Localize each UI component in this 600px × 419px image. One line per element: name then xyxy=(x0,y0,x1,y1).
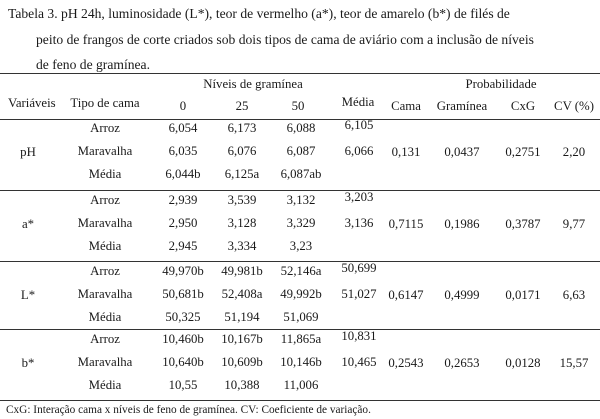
cell-v50: 11,865a xyxy=(280,332,322,346)
header-level-50: 50 xyxy=(291,99,305,113)
cell-v0: 10,460b xyxy=(162,332,204,346)
header-niveis-title: Níveis de gramínea xyxy=(203,77,303,91)
prob-graminea: 0,4999 xyxy=(444,288,480,302)
header-tipo-cama: Tipo de cama xyxy=(70,96,140,110)
cell-media: 10,831 xyxy=(341,329,377,343)
header-probabilidade-title: Probabilidade xyxy=(465,77,537,91)
header-cxg: CxG xyxy=(510,99,536,113)
cell-v25: 3,334 xyxy=(227,239,257,253)
cell-v25: 6,076 xyxy=(227,144,257,158)
prob-cama: 0,2543 xyxy=(388,356,424,370)
cell-media: 50,699 xyxy=(341,261,377,275)
cell-v0: 6,035 xyxy=(168,144,198,158)
cell-v0: 10,640b xyxy=(162,355,204,369)
caption-line-1: Tabela 3. pH 24h, luminosidade (L*), teor de vermelho (a*), teor de amarelo (b*) de filés de xyxy=(8,6,510,21)
cell-v50: 52,146a xyxy=(280,264,322,278)
header-bottom-rule xyxy=(0,119,600,120)
table-bottom-rule xyxy=(0,400,600,401)
cell-v0: 10,55 xyxy=(168,378,198,392)
header-variaveis: Variáveis xyxy=(8,96,56,110)
header-media: Média xyxy=(341,95,375,109)
cell-v25: 3,539 xyxy=(227,193,257,207)
cell-tipo: Média xyxy=(88,378,122,392)
prob-cv: 6,63 xyxy=(562,288,586,302)
cell-tipo: Média xyxy=(88,310,122,324)
prob-cv: 15,57 xyxy=(559,356,589,370)
prob-graminea: 0,0437 xyxy=(444,145,480,159)
cell-media: 10,465 xyxy=(341,355,377,369)
cell-tipo: Arroz xyxy=(90,121,120,135)
header-cv: CV (%) xyxy=(554,99,594,113)
cell-tipo: Maravalha xyxy=(77,144,133,158)
group-rule-1 xyxy=(0,190,600,191)
cell-v50: 51,069 xyxy=(283,310,319,324)
cell-tipo: Média xyxy=(88,239,122,253)
cell-tipo: Maravalha xyxy=(77,216,133,230)
header-level-25: 25 xyxy=(235,99,249,113)
prob-cv: 2,20 xyxy=(562,145,586,159)
cell-v50: 6,087 xyxy=(286,144,316,158)
cell-media: 3,203 xyxy=(344,190,374,204)
cell-media: 6,066 xyxy=(344,144,374,158)
cell-v25: 51,194 xyxy=(224,310,260,324)
cell-v50: 3,23 xyxy=(289,239,313,253)
cell-v0: 50,325 xyxy=(165,310,201,324)
cell-v50: 3,329 xyxy=(286,216,316,230)
cell-v25: 6,125a xyxy=(224,167,260,181)
caption-line-3: de feno de gramínea. xyxy=(36,57,150,72)
header-graminea: Gramínea xyxy=(436,99,488,113)
prob-cama: 0,7115 xyxy=(388,217,424,231)
prob-graminea: 0,1986 xyxy=(444,217,480,231)
variable-label: a* xyxy=(21,217,35,231)
group-rule-2 xyxy=(0,261,600,262)
cell-v50: 10,146b xyxy=(280,355,322,369)
cell-v0: 50,681b xyxy=(162,287,204,301)
cell-tipo: Maravalha xyxy=(77,287,133,301)
table-footnote: CxG: Interação cama x níveis de feno de gramínea. CV: Coeficiente de variação. xyxy=(6,404,371,416)
header-cama: Cama xyxy=(391,99,421,113)
prob-cxg: 0,0171 xyxy=(505,288,541,302)
cell-v25: 10,388 xyxy=(224,378,260,392)
cell-v50: 6,088 xyxy=(286,121,316,135)
cell-v25: 6,173 xyxy=(227,121,257,135)
prob-graminea: 0,2653 xyxy=(444,356,480,370)
cell-media: 51,027 xyxy=(341,287,377,301)
variable-label: L* xyxy=(20,288,36,302)
cell-media: 3,136 xyxy=(344,216,374,230)
prob-cama: 0,6147 xyxy=(388,288,424,302)
cell-v50: 49,992b xyxy=(280,287,322,301)
header-level-0: 0 xyxy=(179,99,187,113)
cell-v25: 49,981b xyxy=(221,264,263,278)
prob-cxg: 0,0128 xyxy=(505,356,541,370)
table-top-rule xyxy=(0,73,600,74)
variable-label: b* xyxy=(21,356,35,370)
prob-cama: 0,131 xyxy=(391,145,421,159)
cell-v50: 3,132 xyxy=(286,193,316,207)
cell-v0: 6,054 xyxy=(168,121,198,135)
cell-tipo: Arroz xyxy=(90,193,120,207)
prob-cv: 9,77 xyxy=(562,217,586,231)
cell-v25: 3,128 xyxy=(227,216,257,230)
cell-v25: 52,408a xyxy=(221,287,263,301)
cell-v0: 2,950 xyxy=(168,216,198,230)
cell-v0: 6,044b xyxy=(165,167,201,181)
cell-v0: 2,939 xyxy=(168,193,198,207)
prob-cxg: 0,3787 xyxy=(505,217,541,231)
cell-tipo: Arroz xyxy=(90,332,120,346)
variable-label: pH xyxy=(20,145,36,159)
group-rule-3 xyxy=(0,329,600,330)
table-caption xyxy=(8,1,594,78)
cell-media: 6,105 xyxy=(344,118,374,132)
cell-v0: 49,970b xyxy=(162,264,204,278)
cell-v25: 10,609b xyxy=(221,355,263,369)
cell-v0: 2,945 xyxy=(168,239,198,253)
prob-cxg: 0,2751 xyxy=(505,145,541,159)
cell-tipo: Arroz xyxy=(90,264,120,278)
cell-v50: 11,006 xyxy=(283,378,319,392)
cell-v50: 6,087ab xyxy=(280,167,322,181)
caption-line-2: peito de frangos de corte criados sob dois tipos de cama de aviário com a inclusão de níveis xyxy=(36,31,534,47)
cell-v25: 10,167b xyxy=(221,332,263,346)
cell-tipo: Maravalha xyxy=(77,355,133,369)
cell-tipo: Média xyxy=(88,167,122,181)
